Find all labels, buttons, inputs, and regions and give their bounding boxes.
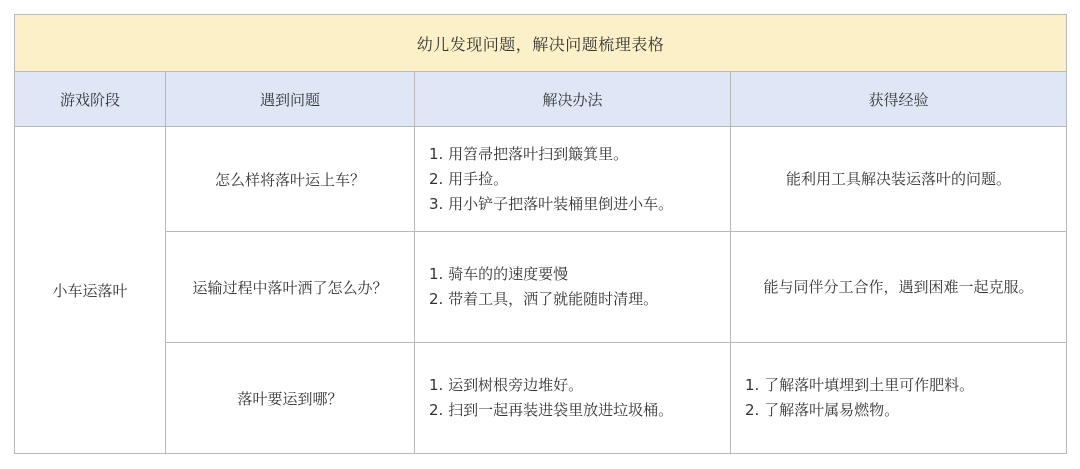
solution-cell	[415, 343, 731, 454]
table-row	[15, 343, 1067, 454]
header-solution: 解决办法	[415, 72, 731, 127]
experience-line: 2. 了解落叶属易燃物。	[745, 401, 900, 419]
solution-line: 1. 骑车的的速度要慢	[429, 265, 569, 283]
header-experience: 获得经验	[731, 72, 1067, 127]
solution-line: 2. 带着工具，洒了就能随时清理。	[429, 290, 659, 308]
solution-line: 1. 运到树根旁边堆好。	[429, 376, 584, 394]
solution-cell	[415, 127, 731, 232]
experience-line: 1. 了解落叶填埋到土里可作肥料。	[745, 376, 975, 394]
summary-table	[14, 14, 1067, 454]
table-title: 幼儿发现问题，解决问题梳理表格	[15, 15, 1067, 72]
header-problem: 遇到问题	[166, 72, 415, 127]
experience-line: 能与同伴分工合作，遇到困难一起克服。	[763, 277, 1034, 296]
summary-table-container	[14, 14, 1067, 454]
problem-cell: 怎么样将落叶运上车？	[166, 127, 415, 232]
experience-cell	[731, 127, 1067, 232]
solution-line: 3. 用小铲子把落叶装桶里倒进小车。	[429, 194, 674, 213]
solution-line: 2. 用手捡。	[429, 169, 509, 188]
experience-cell	[731, 232, 1067, 343]
stage-cell: 小车运落叶	[15, 127, 166, 454]
solution-cell	[415, 232, 731, 343]
problem-cell: 运输过程中落叶洒了怎么办？	[166, 232, 415, 343]
experience-cell	[731, 343, 1067, 454]
table-row	[15, 127, 1067, 232]
solution-line: 2. 扫到一起再装进袋里放进垃圾桶。	[429, 401, 674, 419]
header-stage: 游戏阶段	[15, 72, 166, 127]
solution-line: 1. 用笤帚把落叶扫到簸箕里。	[429, 144, 629, 163]
experience-line: 能利用工具解决装运落叶的问题。	[786, 169, 1012, 188]
problem-cell: 落叶要运到哪？	[166, 343, 415, 454]
table-row	[15, 232, 1067, 343]
